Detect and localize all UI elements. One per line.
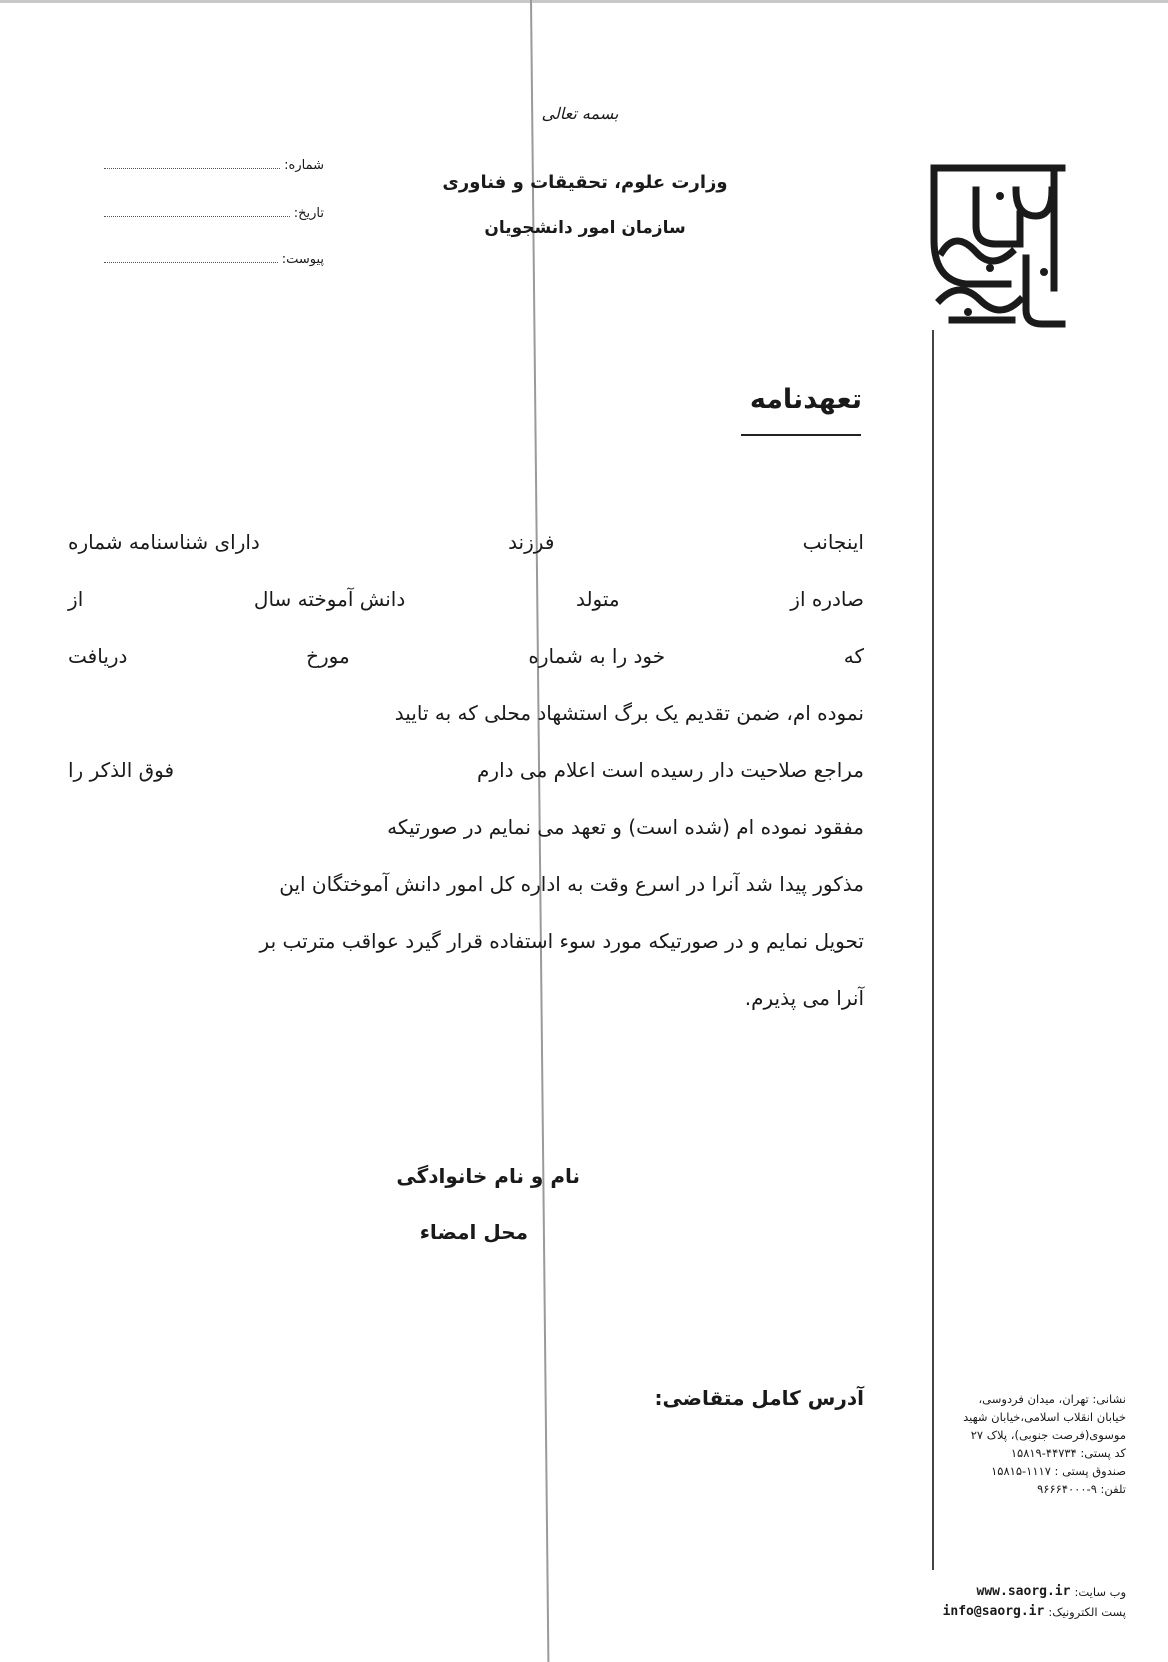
number-label: شماره: [284,158,324,173]
body-line [68,929,864,986]
sidebar-vertical-rule [932,330,934,1570]
body-segment: دارای شناسنامه شماره [68,530,260,554]
body-segment: نموده ام، ضمن تقدیم یک برگ استشهاد محلی که به تایید [394,701,864,725]
body-segment: آنرا می پذیرم. [744,986,864,1010]
body-line [68,644,864,701]
body-segment: فوق الذکر را [68,758,175,782]
body-segment: مورخ [306,644,350,668]
organization-name: سازمان امور دانشجویان [484,218,686,238]
attachment-dotted-line [104,250,278,263]
website-link[interactable]: www.saorg.ir [976,1584,1071,1599]
document-title: تعهدنامه [749,384,862,415]
body-line [68,587,864,644]
email-link[interactable]: info@saorg.ir [942,1604,1045,1619]
body-segment: اینجانب [802,530,864,554]
body-segment: مذکور پیدا شد آنرا در اسرع وقت به اداره کل امور دانش آموختگان این [279,872,864,896]
ministry-name: وزارت علوم، تحقیقات و فناوری [442,172,728,193]
body-segment: دانش آموخته سال [253,587,406,611]
contact-line: کد پستی: ۴۴۷۳۴-۱۵۸۱۹ [1010,1446,1126,1460]
website-row [928,1582,1126,1602]
body-line [68,986,864,1043]
applicant-address-label: آدرس کامل متقاضی: [654,1386,864,1410]
attachment-field [104,250,324,267]
body-segment: دریافت [68,644,128,668]
web-contact [928,1582,1126,1622]
contact-address [928,1390,1126,1498]
pledge-body [68,530,864,1043]
date-label: تاریخ: [293,206,324,221]
body-line [68,758,864,815]
body-segment: خود را به شماره [528,644,666,668]
body-line [68,872,864,929]
body-segment: تحویل نمایم و در صورتیکه مورد سوء استفاده قرار گیرد عواقب مترتب بر [259,929,864,953]
email-row [928,1602,1126,1622]
body-line [68,701,864,758]
website-label: وب سایت: [1074,1585,1126,1599]
attachment-label: پیوست: [281,252,324,267]
signature-place-label: محل امضاء [419,1220,528,1244]
date-dotted-line [104,204,290,217]
body-line [68,530,864,587]
body-segment: مراجع صلاحیت دار رسیده است اعلام می دارم [477,758,864,782]
contact-line: نشانی: تهران، میدان فردوسی، [978,1392,1126,1406]
title-underline [741,434,861,436]
organization-logo [916,160,1068,330]
body-segment: از [68,587,84,611]
number-dotted-line [104,156,280,169]
page-top-edge [0,0,1168,3]
body-segment: فرزند [508,530,555,554]
body-segment: که [843,644,864,668]
basmala-heading: بسمه تعالی [541,104,619,123]
email-label: پست الکترونیک: [1048,1605,1126,1619]
body-segment: صادره از [790,587,864,611]
contact-line: تلفن: ۹-۹۶۶۶۴۰۰۰ [1037,1482,1126,1496]
body-segment: متولد [575,587,620,611]
date-field [104,204,324,221]
contact-line: صندوق پستی : ۱۱۱۷-۱۵۸۱۵ [991,1464,1126,1478]
number-field [104,156,324,173]
body-line [68,815,864,872]
body-segment: مفقود نموده ام (شده است) و تعهد می نمایم در صورتیکه [387,815,864,839]
signature-name-label: نام و نام خانوادگی [396,1164,580,1188]
contact-line: موسوی(فرصت جنوبی)، پلاک ۲۷ [970,1428,1126,1442]
contact-line: خیابان انقلاب اسلامی،خیابان شهید [963,1410,1126,1424]
